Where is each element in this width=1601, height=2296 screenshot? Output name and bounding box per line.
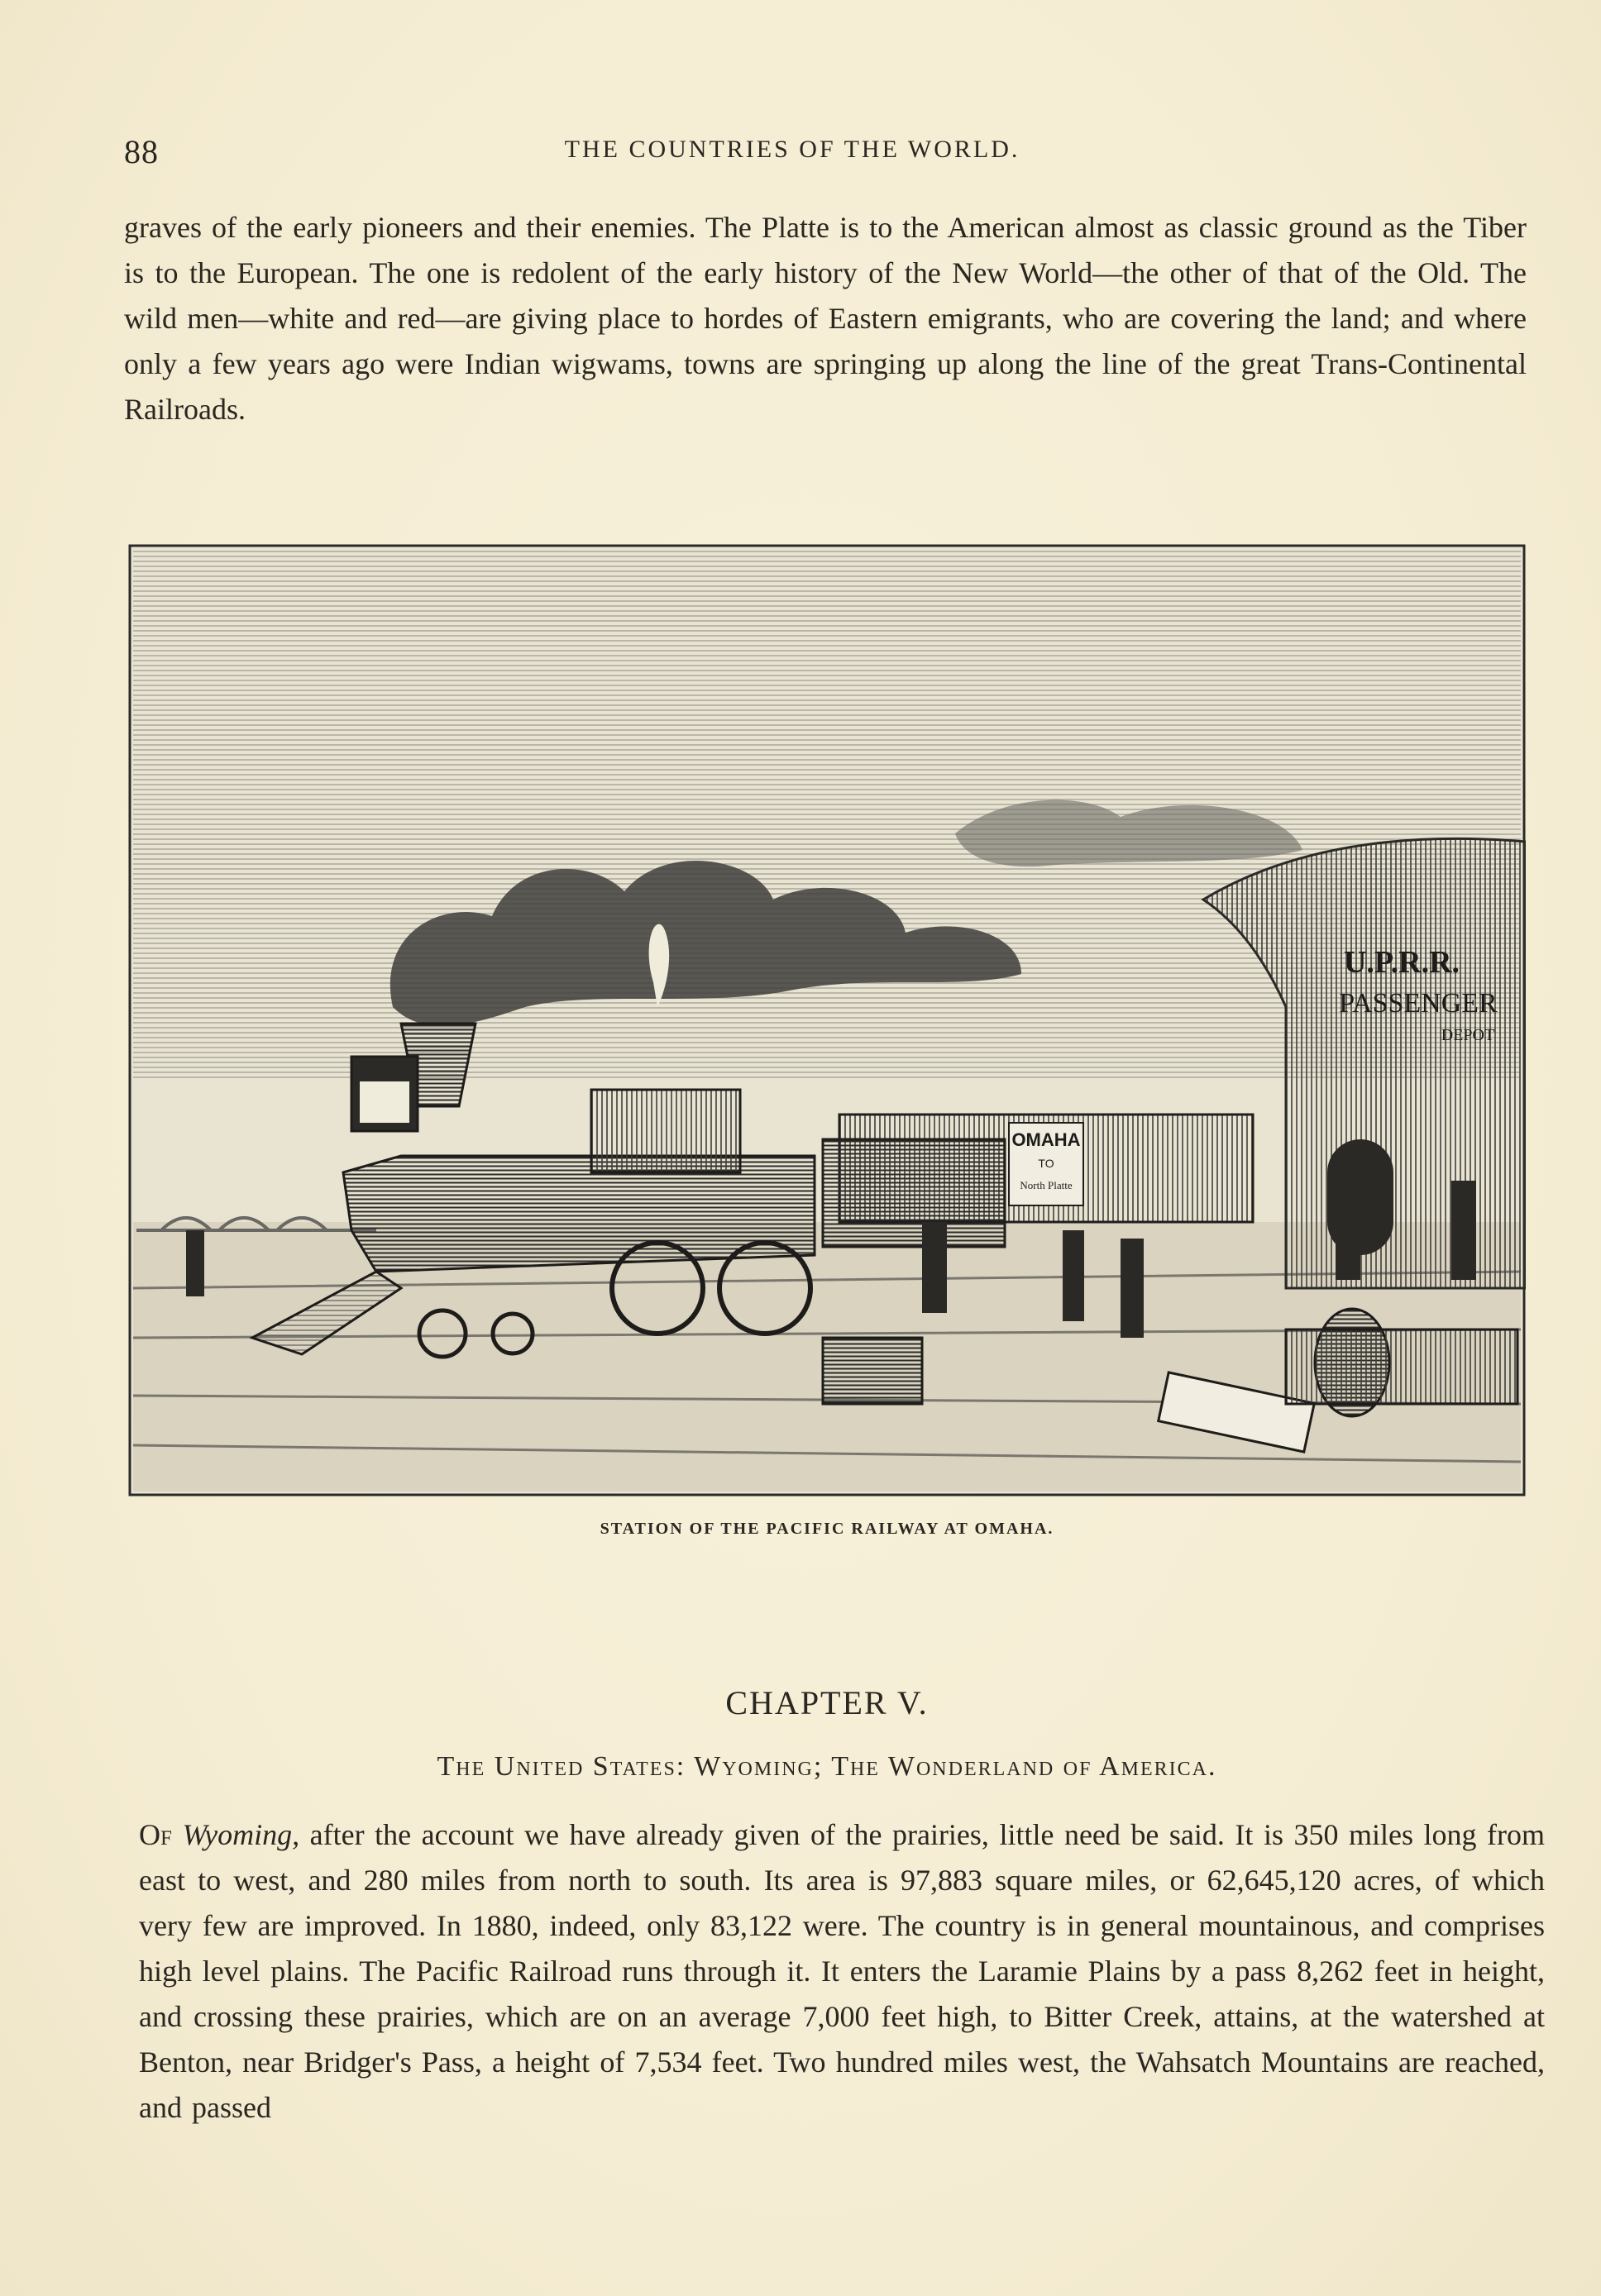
cab xyxy=(591,1090,740,1172)
top-paragraph: graves of the early pioneers and their enemies. The Platte is to the American almost as classic ground as the Tiber is to the European. The one is redolent of the early history of the New World—the other of that of the Old. The wild men—white and red—are giving place to hordes of Eastern emigrants, who are covering the land; and where only a few years ago were Indian wigwams, towns are springing up along the line of the great Trans-Continental Railroads. xyxy=(124,211,1527,426)
chapter-subtitle: The United States: Wyoming; The Wonderland of America. xyxy=(437,1751,1217,1782)
car-sign-line2: TO xyxy=(1038,1157,1054,1170)
car-sign-line3: North Platte xyxy=(1020,1179,1073,1191)
boiler xyxy=(343,1156,815,1272)
bottom-paragraph xyxy=(139,1812,1545,2131)
illustration-caption: STATION OF THE PACIFIC RAILWAY AT OMAHA. xyxy=(600,1520,1054,1538)
car-sign-line1: OMAHA xyxy=(1011,1129,1081,1150)
paragraph-body: after the account we have already given of the prairies, little need be said. It is 350 miles long from east to west, and 280 miles from north to south. Its area is 97,883 square miles, or 62,645,120 acres, of which very few are improved. In 1880, indeed, only 83,122 were. The country is in general mountainous, and comprises high level plains. The Pacific Railroad runs through it. It enters the Laramie Plains by a pass 8,262 feet in height, and crossing these prairies, which are on an average 7,000 feet high, to Bitter Creek, attains, at the watershed at Benton, near Bridger's Pass, a height of 7,534 feet. Two hundred miles west, the Wahsatch Mountains are reached, and passed xyxy=(139,1818,1546,2124)
page-header xyxy=(124,132,1460,174)
chapter-title: CHAPTER V. xyxy=(725,1684,929,1721)
engraving-illustration xyxy=(128,544,1526,1496)
page-number: 88 xyxy=(124,133,159,170)
trunk xyxy=(823,1338,922,1404)
depot-sign-line3: DEPOT xyxy=(1441,1026,1495,1044)
running-head: THE COUNTRIES OF THE WORLD. xyxy=(564,136,1020,163)
lead-word: Of xyxy=(139,1818,172,1851)
tender xyxy=(823,1139,1005,1247)
stacked-crates xyxy=(1286,1329,1517,1404)
italic-place-name: Wyoming, xyxy=(182,1818,300,1851)
depot-sign-line1: U.P.R.R. xyxy=(1343,945,1460,980)
depot-sign-line2: PASSENGER xyxy=(1339,988,1498,1019)
